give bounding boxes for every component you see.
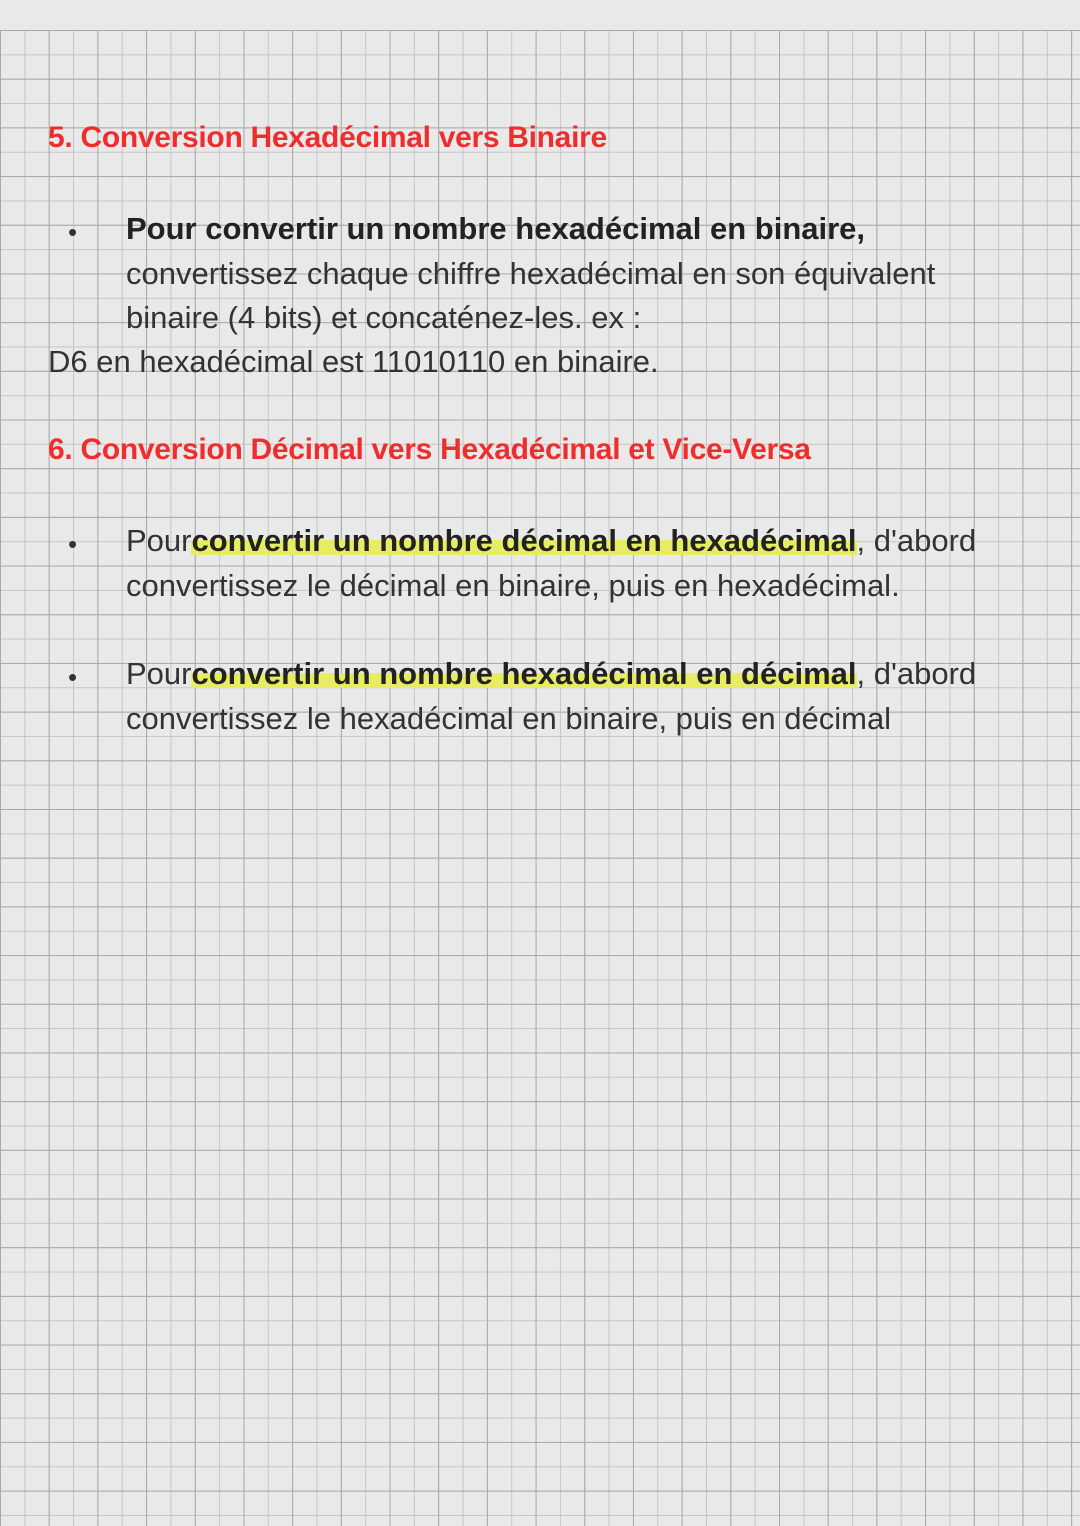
bullet-dot: • xyxy=(68,529,78,559)
bold-phrase: Pour convertir un nombre hexadécimal en binaire, xyxy=(126,211,866,246)
section-5-example: D6 en hexadécimal est 11010110 en binaire. xyxy=(48,344,659,379)
page-top-margin xyxy=(0,0,1080,30)
bullet-suffix: , d'abord xyxy=(856,523,977,558)
bullet-line xyxy=(126,652,1026,697)
highlighted-phrase: convertir un nombre hexadécimal en décimal xyxy=(191,656,857,691)
bullet-dot: • xyxy=(68,662,78,692)
bullet-line: convertissez le hexadécimal en binaire, puis en décimal xyxy=(126,700,892,736)
highlighted-phrase: convertir un nombre décimal en hexadécimal xyxy=(191,523,857,558)
bullet-line xyxy=(126,519,1026,564)
bullet-prefix: Pour xyxy=(126,656,192,691)
section-5-heading: 5. Conversion Hexadécimal vers Binaire xyxy=(48,121,607,154)
bullet-line: convertissez le décimal en binaire, puis en hexadécimal. xyxy=(126,567,900,603)
section-6-bullet-1 xyxy=(126,519,1026,608)
section-6-bullet-2 xyxy=(126,652,1026,741)
bullet-suffix: , d'abord xyxy=(856,656,977,691)
bullet-prefix: Pour xyxy=(126,523,192,558)
bullet-dot: • xyxy=(68,217,78,247)
section-6-heading: 6. Conversion Décimal vers Hexadécimal et Vice-Versa xyxy=(48,433,811,466)
bullet-line: convertissez chaque chiffre hexadécimal en son équivalent xyxy=(126,255,936,291)
section-5-bullet xyxy=(126,207,1026,341)
bullet-line: binaire (4 bits) et concaténez-les. ex : xyxy=(126,300,642,335)
bullet-line xyxy=(126,207,1026,252)
